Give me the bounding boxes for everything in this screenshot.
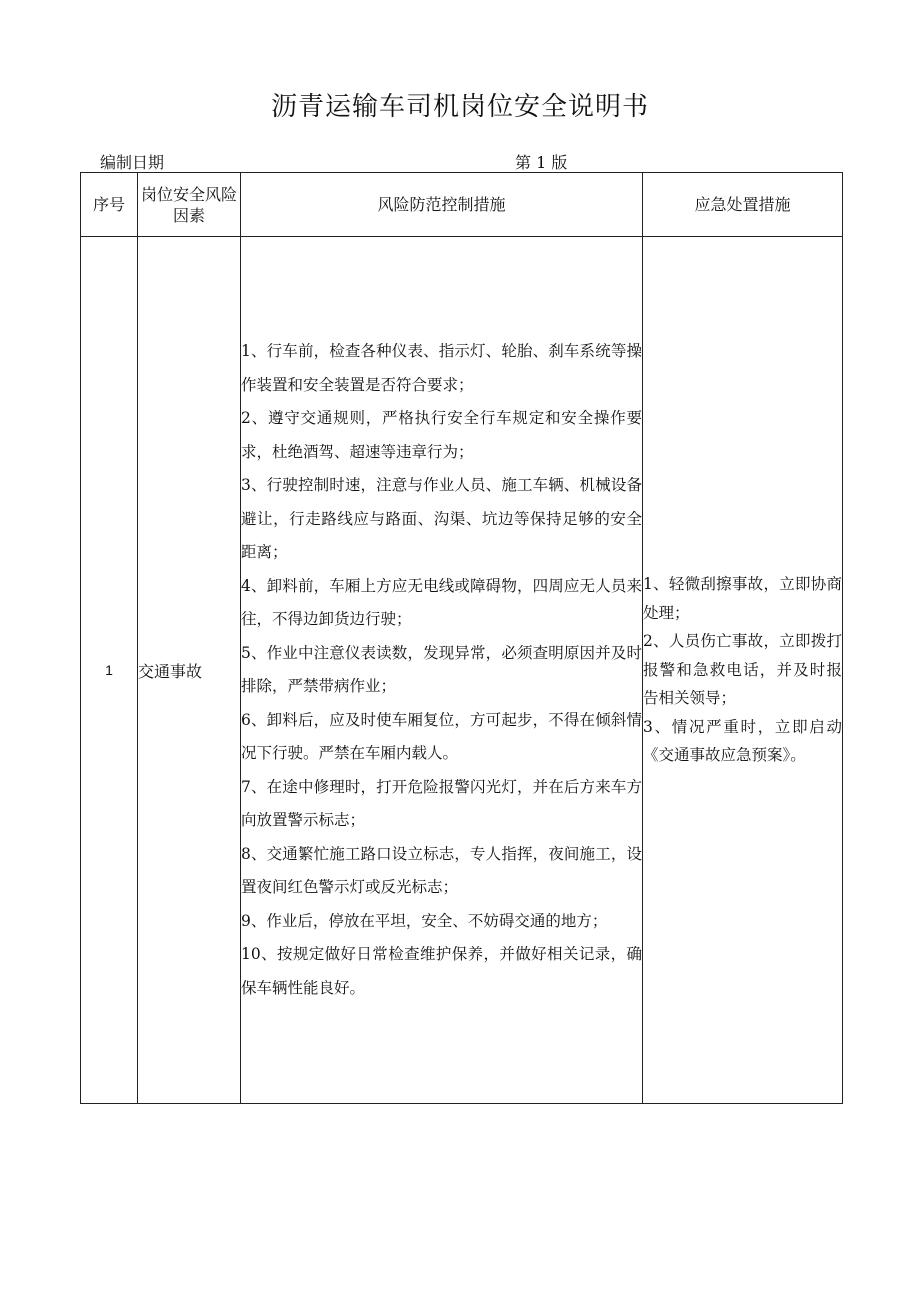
- measure-item: 5、作业中注意仪表读数，发现异常，必须查明原因并及时排除，严禁带病作业；: [241, 643, 642, 695]
- row-control-measures: [241, 237, 643, 1104]
- row-emergency-measures: [643, 237, 843, 1104]
- measure-item: 2、遵守交通规则，严格执行安全行车规定和安全操作要求，杜绝酒驾、超速等违章行为；: [241, 409, 642, 461]
- measure-item: 4、卸料前，车厢上方应无电线或障碍物，四周应无人员来往，不得边卸货边行驶；: [241, 576, 642, 628]
- emergency-item: 3、情况严重时，立即启动《交通事故应急预案》。: [643, 717, 842, 765]
- measure-item: 1、行车前，检查各种仪表、指示灯、轮胎、刹车系统等操作装置和安全装置是否符合要求；: [241, 342, 642, 394]
- safety-table: [80, 172, 843, 1104]
- header-control-measures: 风险防范控制措施: [241, 173, 643, 237]
- measure-item: 9、作业后，停放在平坦，安全、不妨碍交通的地方；: [241, 911, 608, 930]
- measure-item: 6、卸料后，应及时使车厢复位，方可起步，不得在倾斜情况下行驶。严禁在车厢内载人。: [241, 710, 642, 762]
- header-risk-factor: 岗位安全风险因素: [138, 173, 241, 237]
- compile-date-label: 编制日期: [100, 153, 165, 172]
- version-label: 第 1 版: [515, 153, 568, 172]
- measure-item: 10、按规定做好日常检查维护保养，并做好相关记录，确保车辆性能良好。: [241, 945, 642, 997]
- document-title: 沥青运输车司机岗位安全说明书: [270, 92, 649, 122]
- table-header-row: [81, 173, 843, 237]
- row-risk-factor: 交通事故: [138, 237, 241, 1104]
- measure-item: 3、行驶控制时速，注意与作业人员、施工车辆、机械设备避让，行走路线应与路面、沟渠、坑边等保持足够的安全距离；: [241, 476, 642, 561]
- measure-item: 8、交通繁忙施工路口设立标志，专人指挥，夜间施工，设置夜间红色警示灯或反光标志；: [241, 844, 642, 896]
- row-seq: 1: [81, 237, 138, 1104]
- table-row: [81, 237, 843, 1104]
- header-seq: 序号: [81, 173, 138, 237]
- emergency-item: 2、人员伤亡事故，立即拨打报警和急救电话，并及时报告相关领导；: [643, 632, 842, 708]
- measure-item: 7、在途中修理时，打开危险报警闪光灯，并在后方来车方向放置警示标志；: [241, 777, 642, 829]
- emergency-item: 1、轻微刮擦事故，立即协商处理；: [643, 575, 842, 622]
- header-emergency-measures: 应急处置措施: [643, 173, 843, 237]
